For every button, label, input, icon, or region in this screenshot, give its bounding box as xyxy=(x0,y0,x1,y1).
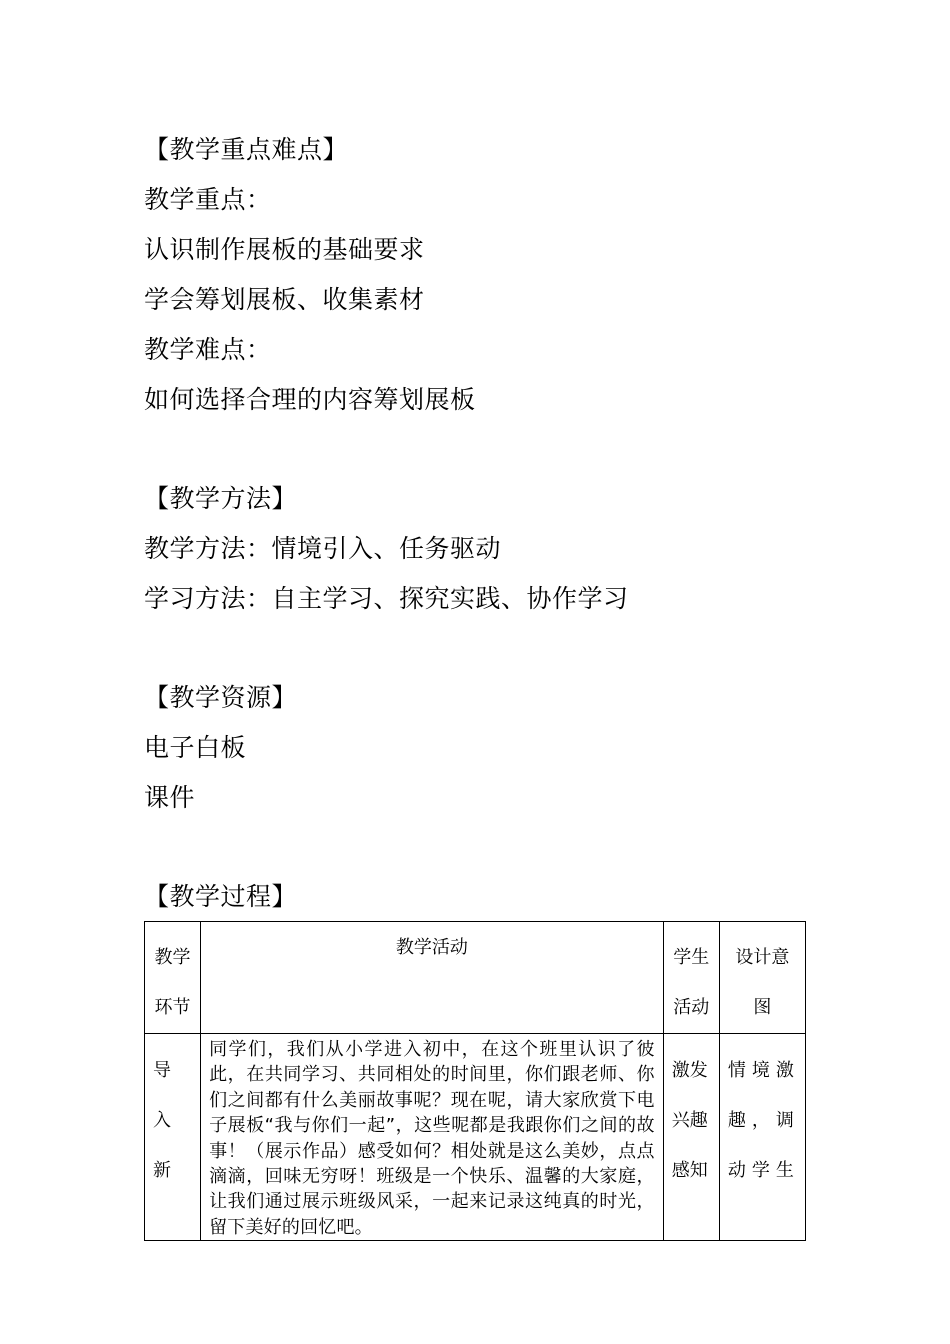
table-row xyxy=(145,1034,806,1241)
header-stage-line: 环节 xyxy=(154,997,191,1018)
row-intent-line: 动学生 xyxy=(727,1160,800,1181)
process-heading: 【教学过程】 xyxy=(144,882,298,911)
row-stage-line: 新 xyxy=(153,1160,171,1181)
row-intent-line: 趣，调 xyxy=(727,1110,800,1131)
resource-item: 电子白板 xyxy=(144,733,247,762)
resource-item: 课件 xyxy=(144,783,196,812)
learning-methods: 学习方法：自主学习、探究实践、协作学习 xyxy=(144,584,629,613)
key-points-heading: 【教学重点难点】 xyxy=(144,135,349,164)
focus-item: 学会筹划展板、收集素材 xyxy=(144,285,425,314)
row-student-line: 兴趣 xyxy=(671,1110,708,1131)
row-stage-line: 入 xyxy=(153,1110,171,1131)
header-student xyxy=(663,922,719,1034)
header-intent-line: 设计意 xyxy=(735,947,790,968)
teaching-methods: 教学方法：情境引入、任务驱动 xyxy=(144,534,502,563)
header-intent-line: 图 xyxy=(753,997,772,1018)
difficulty-label: 教学难点： xyxy=(144,335,272,364)
focus-label: 教学重点： xyxy=(144,185,272,214)
header-intent xyxy=(719,922,805,1034)
focus-item: 认识制作展板的基础要求 xyxy=(144,235,425,264)
header-student-line: 活动 xyxy=(673,997,710,1018)
row-activity: 同学们，我们从小学进入初中，在这个班里认识了彼此，在共同学习、共同相处的时间里，你们跟老师、你们之间都有什么美丽故事呢？现在呢，请大家欣赏下电子展板“我与你们一起”，这些呢都是我跟你们之间的故事！（展示作品）感受如何？相处就是这么美妙，点点滴滴，回味无穷呀！班级是一个快乐、温馨的大家庭，让我们通过展示班级风采，一起来记录这纯真的时光，留下美好的回忆吧。 xyxy=(201,1034,664,1241)
teaching-process-table xyxy=(144,921,806,1241)
header-activity-label: 教学活动 xyxy=(395,937,468,958)
row-student-line: 激发 xyxy=(671,1060,708,1081)
row-stage-line: 导 xyxy=(153,1060,171,1081)
row-intent-line: 情境激 xyxy=(727,1060,800,1081)
row-student xyxy=(663,1034,719,1241)
header-student-line: 学生 xyxy=(673,947,710,968)
table-header-row xyxy=(145,922,806,1034)
difficulty-item: 如何选择合理的内容筹划展板 xyxy=(144,385,476,414)
row-intent xyxy=(719,1034,805,1241)
row-stage xyxy=(145,1034,201,1241)
header-activity xyxy=(201,922,664,1034)
header-stage xyxy=(145,922,201,1034)
methods-heading: 【教学方法】 xyxy=(144,484,298,513)
resources-heading: 【教学资源】 xyxy=(144,683,298,712)
row-student-line: 感知 xyxy=(671,1160,708,1181)
header-stage-line: 教学 xyxy=(154,947,191,968)
